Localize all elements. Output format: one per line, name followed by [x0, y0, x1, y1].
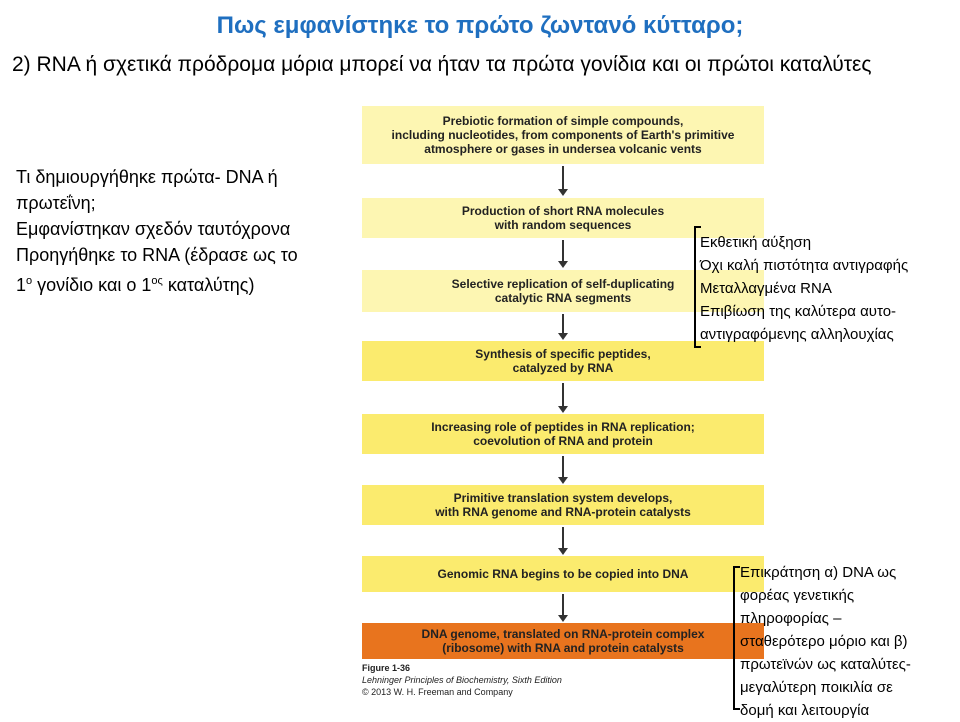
note-line: δομή και λειτουργία: [740, 702, 870, 719]
flow-box-peptide-synthesis: [362, 341, 764, 381]
note-line: Μεταλλαγμένα RNA: [700, 280, 832, 297]
flow-box-line: atmosphere or gases in undersea volcanic vents: [424, 142, 702, 156]
note-line: πρωτεϊνών ως καταλύτες-: [740, 656, 911, 673]
note-line: Εκθετική αύξηση: [700, 234, 812, 251]
flow-box-line: Genomic RNA begins to be copied into DNA: [437, 567, 689, 581]
note-line: φορέας γενετικής: [740, 587, 855, 604]
flow-arrow: [562, 383, 564, 407]
slide-title: Πως εμφανίστηκε το πρώτο ζωντανό κύτταρο;: [216, 12, 744, 39]
flow-box-line: catalyzed by RNA: [512, 361, 614, 375]
note-bracket-2: [733, 566, 740, 710]
flow-box-line: Synthesis of specific peptides,: [475, 347, 651, 361]
left-text-line: Προηγήθηκε το RNA (έδρασε ως το: [16, 245, 298, 265]
flow-box-line: with RNA genome and RNA-protein catalysts: [435, 505, 691, 519]
superscript: ο: [26, 275, 33, 287]
flow-box-line: including nucleotides, from components of Earth's primitive: [391, 128, 735, 142]
flow-box-translation-system: [362, 485, 764, 525]
left-text-line: Τι δημιουργήθηκε πρώτα- DNA ή: [16, 167, 278, 187]
note-line: αντιγραφόμενης αλληλουχίας: [700, 326, 894, 343]
flow-arrow: [562, 314, 564, 334]
slide-subtitle: 2) RNA ή σχετικά πρόδρομα μόρια μπορεί να ήταν τα πρώτα γονίδια και οι πρώτοι καταλύτες: [12, 53, 872, 76]
flow-box-line: Selective replication of self-duplicating: [451, 277, 675, 291]
figure-caption: [362, 662, 622, 698]
flow-box-line: coevolution of RNA and protein: [473, 434, 653, 448]
flow-arrow: [562, 594, 564, 616]
left-text-part: καταλύτης): [162, 275, 255, 295]
left-text-line: πρωτεΐνη;: [16, 193, 96, 213]
flow-box-line: Prebiotic formation of simple compounds,: [442, 114, 684, 128]
left-text-part: γονίδιο και ο 1: [32, 275, 152, 295]
side-note-2: [740, 561, 911, 722]
note-line: μεγαλύτερη ποικιλία σε: [740, 679, 893, 696]
flow-arrow: [562, 166, 564, 190]
flow-box-line: Primitive translation system develops,: [453, 491, 673, 505]
flow-box-prebiotic: [362, 106, 764, 164]
side-note-1: [700, 231, 908, 346]
flow-box-line: catalytic RNA segments: [494, 291, 632, 305]
left-text-block: [16, 164, 366, 298]
figure-copyright: © 2013 W. H. Freeman and Company: [362, 687, 513, 697]
note-line: πληροφορίας –: [740, 610, 842, 627]
left-text-part: 1: [16, 275, 27, 295]
flow-arrow: [562, 240, 564, 262]
flow-arrow: [562, 456, 564, 478]
flow-box-line: Increasing role of peptides in RNA replication;: [431, 420, 695, 434]
flow-arrow: [562, 527, 564, 549]
flow-box-rna-to-dna: [362, 556, 764, 592]
flow-box-dna-genome: [362, 623, 764, 659]
note-line: σταθερότερο μόριο και β): [740, 633, 908, 650]
flow-box-line: with random sequences: [494, 218, 632, 232]
figure-number: Figure 1-36: [362, 663, 411, 673]
flow-box-line: Production of short RNA molecules: [461, 204, 665, 218]
note-line: Επικράτηση α) DNA ως: [740, 564, 897, 581]
flowchart: [362, 0, 764, 720]
note-line: Επιβίωση της καλύτερα αυτο-: [700, 303, 897, 320]
left-text-line: [16, 268, 366, 298]
flow-box-coevolution: [362, 414, 764, 454]
note-line: Όχι καλή πιστότητα αντιγραφής: [700, 257, 909, 274]
superscript: ος: [151, 275, 163, 287]
flow-box-line: (ribosome) with RNA and protein catalysts: [442, 641, 684, 655]
left-text-line: Εμφανίστηκαν σχεδόν ταυτόχρονα: [16, 219, 291, 239]
figure-source: Lehninger Principles of Biochemistry, Sixth Edition: [362, 675, 562, 685]
flow-box-line: DNA genome, translated on RNA-protein complex: [421, 627, 705, 641]
